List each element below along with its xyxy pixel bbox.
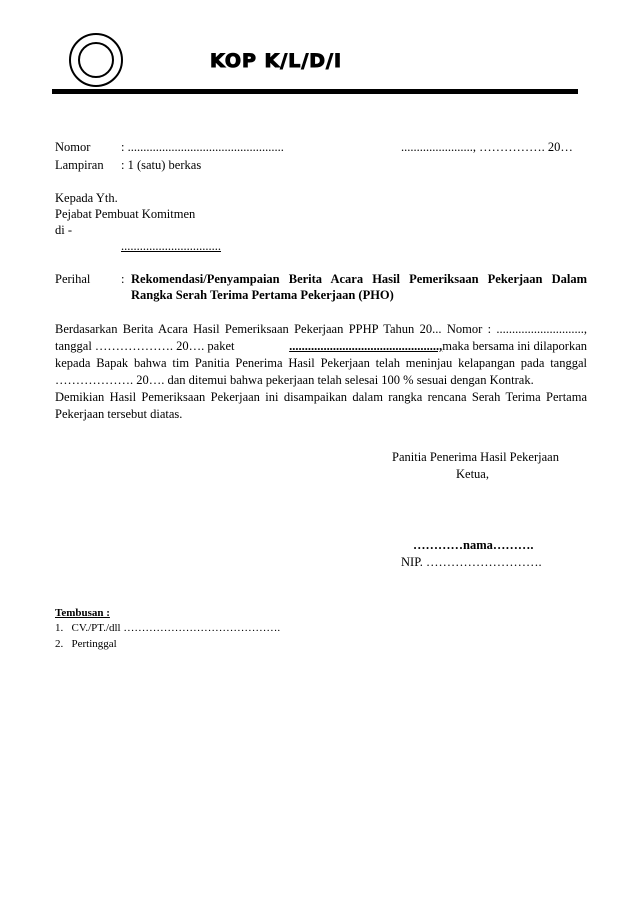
perihal-colon: : bbox=[121, 272, 125, 286]
addressee-official: Pejabat Pembuat Komitmen bbox=[55, 207, 196, 221]
letterhead-title: KOP K/L/D/I bbox=[210, 50, 343, 72]
body-p1-line-1: Berdasarkan Berita Acara Hasil Pemeriksaan Pekerjaan PPHP Tahun 20... Nomor : ............................, bbox=[55, 322, 587, 336]
addressee-di: di - bbox=[55, 223, 73, 237]
perihal-line-1: Rekomendasi/Penyampaian Berita Acara Hasil Pemeriksaan Pekerjaan Dalam bbox=[131, 272, 587, 286]
lampiran-value: : 1 (satu) berkas bbox=[121, 158, 202, 172]
signature-role: Ketua, bbox=[456, 467, 489, 481]
addressee-greeting: Kepada Yth. bbox=[55, 191, 118, 205]
letterhead-rule bbox=[52, 89, 578, 94]
body-p1-tanggal: tanggal ………………. 20…. paket bbox=[55, 339, 235, 353]
nomor-label: Nomor bbox=[55, 140, 91, 154]
perihal-label: Perihal bbox=[55, 272, 91, 286]
cc-item-2: 2. Pertinggal bbox=[55, 638, 117, 650]
addressee-place: ................................ bbox=[121, 239, 221, 253]
body-p1-dilaporkan: maka bersama ini dilaporkan bbox=[442, 339, 587, 353]
nomor-value: : .................................................. bbox=[121, 140, 284, 154]
body-p1-line-4: ………………. 20…. dan ditemui bahwa pekerjaan telah selesai 100 % sesuai dengan Kontrak. bbox=[55, 373, 534, 387]
body-p1-paket-blank: ................................................, bbox=[289, 339, 443, 353]
signature-nip: NIP. ………………………. bbox=[401, 555, 542, 569]
body-p1-line-3: kepada Bapak bahwa tim Panitia Penerima Hasil Pekerjaan telah meninjau kelapangan pada tanggal bbox=[55, 356, 587, 370]
body-p2-line-1: Demikian Hasil Pemeriksaan Pekerjaan ini disampaikan dalam rangka rencana Serah Terima Pertama bbox=[55, 390, 587, 404]
body-p2-line-2: Pekerjaan tersebut diatas. bbox=[55, 407, 183, 421]
cc-title: Tembusan : bbox=[55, 607, 110, 619]
signature-name: …………nama………. bbox=[413, 538, 534, 552]
body-p1-paket-group bbox=[289, 338, 587, 354]
letterhead-logo-circle-icon bbox=[68, 32, 124, 88]
cc-item-1: 1. CV./PT./dll ……………………………………. bbox=[55, 622, 281, 634]
date-line: ......................., ……………. 20… bbox=[401, 140, 573, 154]
signature-committee: Panitia Penerima Hasil Pekerjaan bbox=[392, 450, 559, 464]
body-p1-line-2 bbox=[55, 338, 587, 354]
lampiran-label: Lampiran bbox=[55, 158, 104, 172]
perihal-line-2: Rangka Serah Terima Pertama Pekerjaan (PHO) bbox=[131, 288, 394, 302]
